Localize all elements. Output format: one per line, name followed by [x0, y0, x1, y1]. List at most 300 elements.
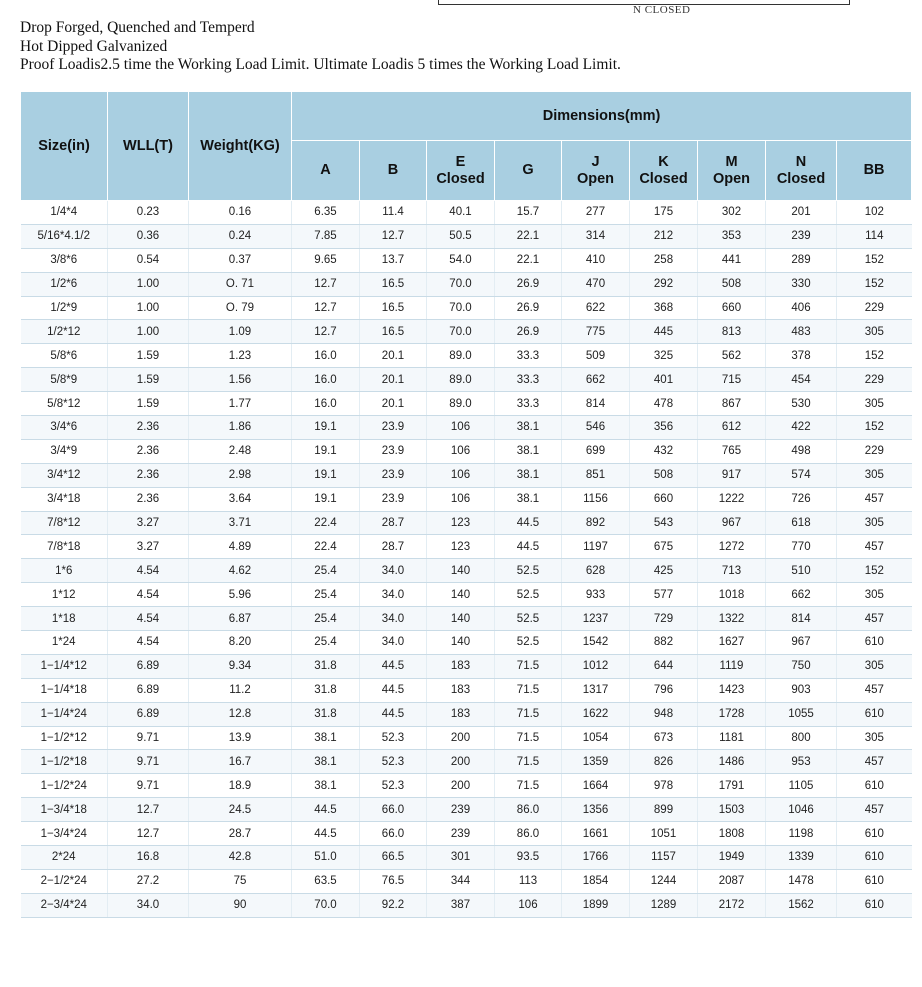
cell-weight: 3.71 [189, 511, 292, 535]
cell-wll: 34.0 [108, 893, 189, 917]
cell-n-closed: 1105 [766, 774, 837, 798]
cell-e-closed: 70.0 [427, 272, 495, 296]
cell-b: 16.5 [360, 272, 427, 296]
header-weight: Weight(KG) [189, 92, 292, 201]
cell-bb: 457 [837, 750, 912, 774]
cell-e-closed: 183 [427, 654, 495, 678]
cell-k-closed: 478 [630, 392, 698, 416]
cell-n-closed: 1339 [766, 846, 837, 870]
cell-wll: 4.54 [108, 559, 189, 583]
cell-weight: 11.2 [189, 678, 292, 702]
header-dim-letter: N [795, 153, 807, 170]
cell-weight: 0.24 [189, 224, 292, 248]
cell-j-open: 892 [562, 511, 630, 535]
cell-a: 19.1 [292, 463, 360, 487]
cell-weight: 1.56 [189, 368, 292, 392]
header-dim-m [698, 141, 766, 201]
table-row [21, 248, 912, 272]
header-dim-qualifier: Closed [639, 170, 688, 187]
cell-e-closed: 387 [427, 893, 495, 917]
cell-e-closed: 70.0 [427, 320, 495, 344]
cell-b: 34.0 [360, 559, 427, 583]
cell-size: 2−1/2*24 [21, 869, 108, 893]
cell-weight: 75 [189, 869, 292, 893]
cell-n-closed: 903 [766, 678, 837, 702]
cell-bb: 152 [837, 272, 912, 296]
cell-b: 52.3 [360, 726, 427, 750]
cell-g: 44.5 [495, 511, 562, 535]
cell-e-closed: 200 [427, 726, 495, 750]
cell-bb: 305 [837, 392, 912, 416]
cell-n-closed: 1562 [766, 893, 837, 917]
cell-wll: 0.36 [108, 224, 189, 248]
cell-j-open: 933 [562, 583, 630, 607]
cell-m-open: 1222 [698, 487, 766, 511]
cell-m-open: 1728 [698, 702, 766, 726]
cell-a: 7.85 [292, 224, 360, 248]
cell-j-open: 1661 [562, 822, 630, 846]
cell-bb: 610 [837, 869, 912, 893]
cell-size: 1/4*4 [21, 201, 108, 225]
cell-m-open: 562 [698, 344, 766, 368]
header-dim-letter: M [725, 153, 738, 170]
cell-weight: 3.64 [189, 487, 292, 511]
cell-j-open: 1359 [562, 750, 630, 774]
table-row [21, 487, 912, 511]
cell-e-closed: 106 [427, 487, 495, 511]
header-dim-qualifier: Open [576, 170, 615, 187]
cell-g: 71.5 [495, 774, 562, 798]
cell-wll: 6.89 [108, 654, 189, 678]
cell-g: 38.1 [495, 487, 562, 511]
cell-b: 20.1 [360, 344, 427, 368]
cell-wll: 6.89 [108, 678, 189, 702]
cell-n-closed: 814 [766, 607, 837, 631]
header-dim-qualifier: Closed [776, 170, 826, 187]
cell-size: 1−1/4*24 [21, 702, 108, 726]
header-dim-bb [837, 141, 912, 201]
cell-k-closed: 899 [630, 798, 698, 822]
table-row [21, 201, 912, 225]
cell-k-closed: 401 [630, 368, 698, 392]
header-dim-letter: A [320, 162, 331, 178]
cell-j-open: 851 [562, 463, 630, 487]
cell-n-closed: 1055 [766, 702, 837, 726]
cell-g: 22.1 [495, 248, 562, 272]
cell-bb: 152 [837, 344, 912, 368]
header-dim-qualifier: Open [712, 170, 751, 187]
table-row [21, 583, 912, 607]
cell-weight: 1.77 [189, 392, 292, 416]
cell-bb: 305 [837, 463, 912, 487]
cell-bb: 152 [837, 559, 912, 583]
cell-bb: 229 [837, 296, 912, 320]
cell-weight: 90 [189, 893, 292, 917]
cell-size: 1−1/2*18 [21, 750, 108, 774]
table-row [21, 750, 912, 774]
cell-bb: 305 [837, 511, 912, 535]
cell-e-closed: 50.5 [427, 224, 495, 248]
cell-e-closed: 301 [427, 846, 495, 870]
cell-k-closed: 673 [630, 726, 698, 750]
cell-g: 22.1 [495, 224, 562, 248]
cell-weight: 0.16 [189, 201, 292, 225]
cell-size: 7/8*18 [21, 535, 108, 559]
table-row [21, 511, 912, 535]
cell-g: 26.9 [495, 296, 562, 320]
table-row [21, 893, 912, 917]
cell-n-closed: 967 [766, 631, 837, 655]
table-row [21, 869, 912, 893]
cell-n-closed: 454 [766, 368, 837, 392]
cell-wll: 12.7 [108, 822, 189, 846]
cell-size: 5/8*12 [21, 392, 108, 416]
cell-n-closed: 483 [766, 320, 837, 344]
header-dim-b [360, 141, 427, 201]
cell-weight: 12.8 [189, 702, 292, 726]
header-dimensions: Dimensions(mm) [292, 92, 912, 141]
cell-a: 25.4 [292, 559, 360, 583]
cell-weight: 28.7 [189, 822, 292, 846]
cell-n-closed: 1478 [766, 869, 837, 893]
cell-b: 52.3 [360, 750, 427, 774]
cell-e-closed: 89.0 [427, 344, 495, 368]
cell-b: 44.5 [360, 678, 427, 702]
cell-bb: 102 [837, 201, 912, 225]
cell-g: 71.5 [495, 678, 562, 702]
cell-j-open: 546 [562, 416, 630, 440]
cell-weight: 1.09 [189, 320, 292, 344]
cell-n-closed: 378 [766, 344, 837, 368]
cell-g: 44.5 [495, 535, 562, 559]
cell-size: 5/16*4.1/2 [21, 224, 108, 248]
cell-e-closed: 183 [427, 702, 495, 726]
cell-g: 15.7 [495, 201, 562, 225]
cell-bb: 610 [837, 893, 912, 917]
cell-m-open: 1949 [698, 846, 766, 870]
cell-wll: 0.54 [108, 248, 189, 272]
cell-j-open: 1854 [562, 869, 630, 893]
cell-j-open: 314 [562, 224, 630, 248]
cell-e-closed: 89.0 [427, 392, 495, 416]
cell-m-open: 660 [698, 296, 766, 320]
cell-wll: 4.54 [108, 631, 189, 655]
cell-wll: 12.7 [108, 798, 189, 822]
cell-weight: O. 71 [189, 272, 292, 296]
cell-j-open: 277 [562, 201, 630, 225]
table-row [21, 535, 912, 559]
cell-b: 66.0 [360, 822, 427, 846]
cell-a: 38.1 [292, 750, 360, 774]
table-row [21, 392, 912, 416]
cell-bb: 152 [837, 416, 912, 440]
cell-a: 25.4 [292, 631, 360, 655]
cell-m-open: 867 [698, 392, 766, 416]
cell-bb: 610 [837, 822, 912, 846]
cell-size: 1/2*9 [21, 296, 108, 320]
table-row [21, 224, 912, 248]
cell-g: 71.5 [495, 726, 562, 750]
cell-a: 6.35 [292, 201, 360, 225]
cell-e-closed: 140 [427, 559, 495, 583]
cell-m-open: 1272 [698, 535, 766, 559]
cell-m-open: 715 [698, 368, 766, 392]
cell-n-closed: 1046 [766, 798, 837, 822]
cell-g: 71.5 [495, 750, 562, 774]
header-dim-qualifier: Closed [436, 170, 485, 187]
cell-size: 2*24 [21, 846, 108, 870]
cell-weight: 16.7 [189, 750, 292, 774]
cell-k-closed: 978 [630, 774, 698, 798]
table-row [21, 439, 912, 463]
cell-a: 16.0 [292, 368, 360, 392]
header-size: Size(in) [21, 92, 108, 201]
cell-j-open: 628 [562, 559, 630, 583]
cell-bb: 305 [837, 654, 912, 678]
cell-bb: 457 [837, 535, 912, 559]
table-row [21, 631, 912, 655]
header-dim-k [630, 141, 698, 201]
cell-weight: 42.8 [189, 846, 292, 870]
table-row [21, 798, 912, 822]
cell-wll: 27.2 [108, 869, 189, 893]
cell-g: 33.3 [495, 344, 562, 368]
cell-e-closed: 54.0 [427, 248, 495, 272]
cell-e-closed: 239 [427, 798, 495, 822]
table-row [21, 344, 912, 368]
cell-m-open: 1503 [698, 798, 766, 822]
cell-wll: 1.00 [108, 272, 189, 296]
cell-a: 38.1 [292, 726, 360, 750]
cell-m-open: 441 [698, 248, 766, 272]
note-line: Proof Loadis2.5 time the Working Load Limit. Ultimate Loadis 5 times the Working Load Limit. [20, 56, 621, 73]
table-row [21, 559, 912, 583]
cell-m-open: 2087 [698, 869, 766, 893]
cell-j-open: 699 [562, 439, 630, 463]
table-row [21, 463, 912, 487]
table-row [21, 416, 912, 440]
cell-g: 93.5 [495, 846, 562, 870]
cell-n-closed: 1198 [766, 822, 837, 846]
cell-b: 52.3 [360, 774, 427, 798]
cell-n-closed: 800 [766, 726, 837, 750]
cell-a: 19.1 [292, 416, 360, 440]
cell-e-closed: 40.1 [427, 201, 495, 225]
cell-g: 106 [495, 893, 562, 917]
cell-b: 16.5 [360, 296, 427, 320]
cell-k-closed: 508 [630, 463, 698, 487]
cell-weight: 1.86 [189, 416, 292, 440]
cell-j-open: 1664 [562, 774, 630, 798]
cell-b: 66.0 [360, 798, 427, 822]
header-dim-letter: BB [863, 162, 885, 178]
cell-size: 3/4*18 [21, 487, 108, 511]
cell-bb: 114 [837, 224, 912, 248]
cell-j-open: 1156 [562, 487, 630, 511]
cell-j-open: 814 [562, 392, 630, 416]
cell-b: 23.9 [360, 439, 427, 463]
diagram-fragment [438, 0, 850, 20]
cell-k-closed: 1157 [630, 846, 698, 870]
cell-size: 3/4*12 [21, 463, 108, 487]
cell-b: 92.2 [360, 893, 427, 917]
cell-j-open: 1237 [562, 607, 630, 631]
cell-bb: 229 [837, 368, 912, 392]
table-row [21, 296, 912, 320]
header-dim-letter: J [591, 153, 600, 170]
cell-m-open: 1486 [698, 750, 766, 774]
cell-b: 13.7 [360, 248, 427, 272]
cell-n-closed: 330 [766, 272, 837, 296]
cell-m-open: 612 [698, 416, 766, 440]
cell-a: 9.65 [292, 248, 360, 272]
cell-a: 22.4 [292, 511, 360, 535]
cell-m-open: 1423 [698, 678, 766, 702]
cell-a: 19.1 [292, 487, 360, 511]
cell-size: 1*12 [21, 583, 108, 607]
cell-size: 7/8*12 [21, 511, 108, 535]
cell-weight: 18.9 [189, 774, 292, 798]
cell-e-closed: 140 [427, 583, 495, 607]
cell-b: 34.0 [360, 631, 427, 655]
cell-wll: 4.54 [108, 583, 189, 607]
cell-g: 86.0 [495, 798, 562, 822]
cell-j-open: 1012 [562, 654, 630, 678]
cell-n-closed: 201 [766, 201, 837, 225]
cell-g: 113 [495, 869, 562, 893]
cell-bb: 229 [837, 439, 912, 463]
cell-n-closed: 239 [766, 224, 837, 248]
cell-wll: 3.27 [108, 535, 189, 559]
cell-m-open: 353 [698, 224, 766, 248]
cell-m-open: 1808 [698, 822, 766, 846]
cell-a: 44.5 [292, 822, 360, 846]
cell-wll: 9.71 [108, 750, 189, 774]
cell-n-closed: 530 [766, 392, 837, 416]
cell-weight: 6.87 [189, 607, 292, 631]
cell-e-closed: 123 [427, 535, 495, 559]
cell-j-open: 1054 [562, 726, 630, 750]
cell-g: 52.5 [495, 631, 562, 655]
cell-wll: 1.00 [108, 320, 189, 344]
cell-j-open: 509 [562, 344, 630, 368]
cell-n-closed: 574 [766, 463, 837, 487]
cell-m-open: 1018 [698, 583, 766, 607]
table-body [21, 201, 912, 918]
header-dim-j [562, 141, 630, 201]
cell-a: 25.4 [292, 583, 360, 607]
cell-bb: 152 [837, 248, 912, 272]
cell-k-closed: 175 [630, 201, 698, 225]
cell-k-closed: 577 [630, 583, 698, 607]
cell-e-closed: 89.0 [427, 368, 495, 392]
cell-bb: 610 [837, 774, 912, 798]
cell-size: 1*24 [21, 631, 108, 655]
cell-wll: 9.71 [108, 774, 189, 798]
cell-k-closed: 675 [630, 535, 698, 559]
cell-k-closed: 882 [630, 631, 698, 655]
cell-bb: 457 [837, 798, 912, 822]
cell-m-open: 1119 [698, 654, 766, 678]
table-row [21, 320, 912, 344]
cell-weight: 2.98 [189, 463, 292, 487]
cell-wll: 2.36 [108, 439, 189, 463]
cell-a: 12.7 [292, 320, 360, 344]
cell-wll: 1.59 [108, 344, 189, 368]
cell-size: 1−1/4*12 [21, 654, 108, 678]
cell-a: 12.7 [292, 272, 360, 296]
product-notes [20, 19, 621, 75]
table-row [21, 774, 912, 798]
header-dim-a [292, 141, 360, 201]
cell-k-closed: 258 [630, 248, 698, 272]
cell-k-closed: 1051 [630, 822, 698, 846]
table-row [21, 607, 912, 631]
cell-n-closed: 662 [766, 583, 837, 607]
cell-k-closed: 356 [630, 416, 698, 440]
cell-k-closed: 445 [630, 320, 698, 344]
cell-size: 3/4*9 [21, 439, 108, 463]
cell-weight: 4.62 [189, 559, 292, 583]
cell-a: 19.1 [292, 439, 360, 463]
cell-wll: 2.36 [108, 487, 189, 511]
cell-g: 38.1 [495, 416, 562, 440]
cell-k-closed: 425 [630, 559, 698, 583]
cell-n-closed: 618 [766, 511, 837, 535]
cell-k-closed: 660 [630, 487, 698, 511]
cell-size: 5/8*9 [21, 368, 108, 392]
cell-wll: 1.00 [108, 296, 189, 320]
table-row [21, 726, 912, 750]
cell-g: 86.0 [495, 822, 562, 846]
cell-weight: 9.34 [189, 654, 292, 678]
cell-g: 71.5 [495, 654, 562, 678]
cell-m-open: 1322 [698, 607, 766, 631]
cell-m-open: 508 [698, 272, 766, 296]
cell-g: 52.5 [495, 559, 562, 583]
cell-b: 34.0 [360, 607, 427, 631]
note-line: Hot Dipped Galvanized [20, 37, 168, 55]
cell-size: 1−1/2*12 [21, 726, 108, 750]
table-row [21, 654, 912, 678]
cell-g: 52.5 [495, 583, 562, 607]
cell-b: 23.9 [360, 416, 427, 440]
cell-e-closed: 140 [427, 607, 495, 631]
cell-j-open: 1197 [562, 535, 630, 559]
cell-a: 38.1 [292, 774, 360, 798]
cell-size: 5/8*6 [21, 344, 108, 368]
cell-wll: 6.89 [108, 702, 189, 726]
diagram-caption: N CLOSED [633, 4, 691, 16]
cell-g: 71.5 [495, 702, 562, 726]
cell-a: 63.5 [292, 869, 360, 893]
cell-j-open: 1766 [562, 846, 630, 870]
cell-e-closed: 123 [427, 511, 495, 535]
cell-a: 70.0 [292, 893, 360, 917]
header-dim-g [495, 141, 562, 201]
cell-bb: 610 [837, 846, 912, 870]
cell-k-closed: 948 [630, 702, 698, 726]
cell-g: 33.3 [495, 392, 562, 416]
cell-j-open: 410 [562, 248, 630, 272]
cell-wll: 0.23 [108, 201, 189, 225]
cell-b: 12.7 [360, 224, 427, 248]
header-dim-letter: K [658, 153, 669, 170]
cell-size: 3/4*6 [21, 416, 108, 440]
cell-k-closed: 212 [630, 224, 698, 248]
cell-k-closed: 543 [630, 511, 698, 535]
cell-k-closed: 644 [630, 654, 698, 678]
